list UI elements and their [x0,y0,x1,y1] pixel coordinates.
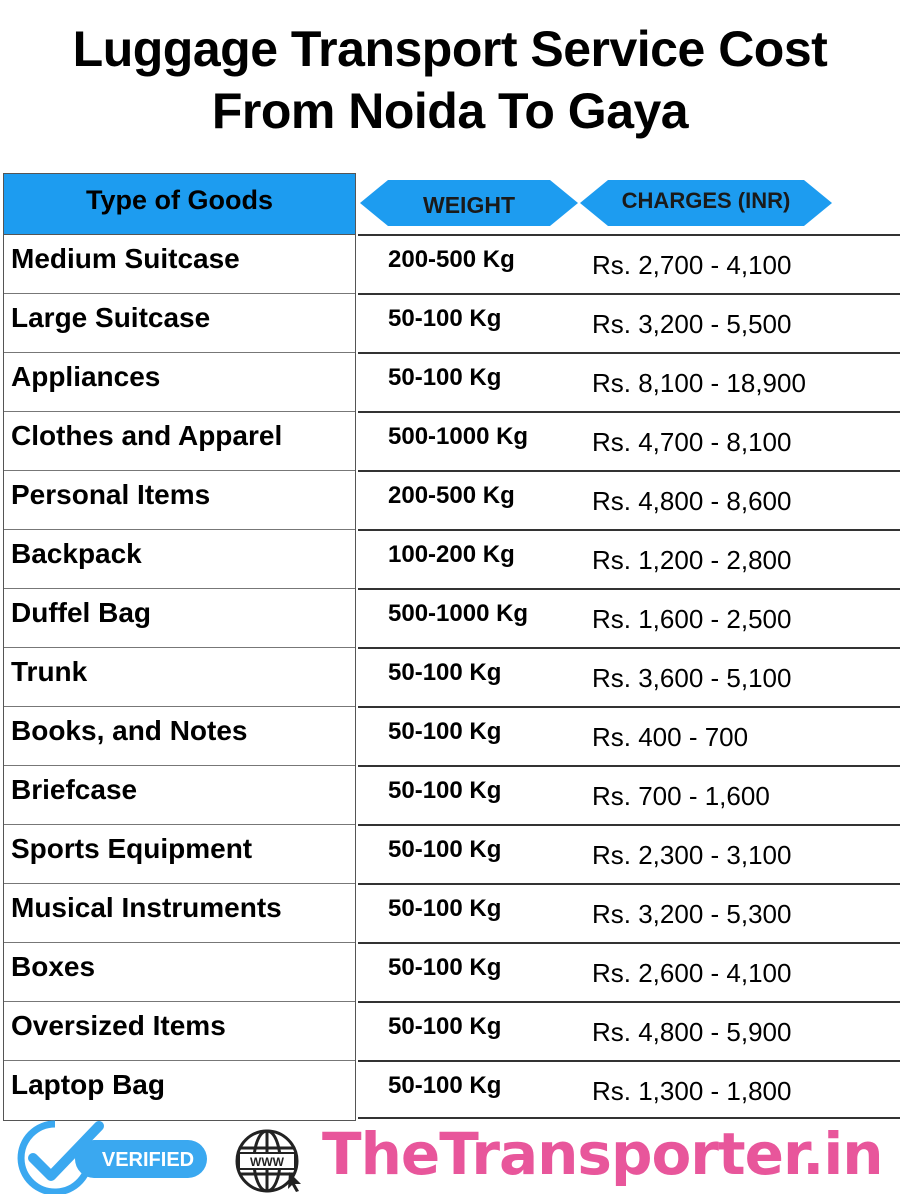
rate-row [358,1001,900,1060]
rate-row [358,529,900,588]
charges-cell: Rs. 1,600 - 2,500 [592,604,792,634]
goods-row: Trunk [4,648,355,707]
charges-cell: Rs. 1,200 - 2,800 [592,545,792,575]
weight-cell: 500-1000 Kg [388,600,529,627]
verified-badge [15,1118,210,1199]
goods-row: Backpack [4,530,355,589]
rate-row [358,352,900,411]
rate-row [358,470,900,529]
charges-cell: Rs. 700 - 1,600 [592,781,770,811]
charges-cell: Rs. 8,100 - 18,900 [592,368,806,398]
weight-cell: 50-100 Kg [388,718,502,745]
goods-row: Laptop Bag [11,1069,165,1100]
weight-cell: 500-1000 Kg [388,423,529,450]
verified-label: VERIFIED [101,1149,195,1171]
rate-row [358,883,900,942]
charges-cell: Rs. 2,700 - 4,100 [592,250,792,280]
rate-row [358,234,900,293]
weight-cell: 50-100 Kg [388,777,502,804]
weight-cell: 200-500 Kg [388,246,515,273]
rate-row [358,588,900,647]
goods-column-header: Type of Goods [4,174,355,235]
charges-header-label: CHARGES (INR) [621,188,791,213]
weight-cell: 50-100 Kg [388,305,502,332]
charges-cell: Rs. 4,800 - 5,900 [592,1017,792,1047]
rate-row [358,647,900,706]
charges-column-header [580,180,832,226]
goods-row: Boxes [4,943,355,1002]
charges-cell: Rs. 4,800 - 8,600 [592,486,792,516]
charges-cell: Rs. 3,200 - 5,500 [592,309,792,339]
rate-row [358,942,900,1001]
page-title [0,18,900,142]
charges-cell: Rs. 4,700 - 8,100 [592,427,792,457]
goods-row: Large Suitcase [4,294,355,353]
goods-row: Duffel Bag [4,589,355,648]
title-line-1: Luggage Transport Service Cost [72,21,828,77]
rates-table [358,234,900,1119]
charges-cell: Rs. 1,300 - 1,800 [592,1076,792,1106]
rate-row [358,824,900,883]
globe-www [233,1128,305,1199]
goods-row: Clothes and Apparel [4,412,355,471]
rate-row [358,765,900,824]
goods-table [3,173,356,1121]
weight-cell: 50-100 Kg [388,1013,502,1040]
weight-column-header [360,180,578,226]
title-line-2: From Noida To Gaya [211,83,689,139]
brand-name: TheTransporter.in [322,1120,883,1188]
goods-row: Medium Suitcase [4,235,355,294]
goods-row: Musical Instruments [4,884,355,943]
charges-cell: Rs. 2,300 - 3,100 [592,840,792,870]
rate-row [358,293,900,352]
rate-row [358,706,900,765]
charges-cell: Rs. 3,200 - 5,300 [592,899,792,929]
goods-row: Appliances [4,353,355,412]
charges-cell: Rs. 3,600 - 5,100 [592,663,792,693]
goods-row: Books, and Notes [4,707,355,766]
weight-cell: 50-100 Kg [388,895,502,922]
weight-cell: 50-100 Kg [388,659,502,686]
verified-badge-icon [15,1118,210,1194]
goods-row: Personal Items [4,471,355,530]
goods-column-body [4,235,355,1120]
rate-row [358,1060,900,1119]
charges-cell: Rs. 2,600 - 4,100 [592,958,792,988]
weight-cell: 50-100 Kg [388,954,502,981]
globe-www-icon [233,1128,305,1194]
globe-www-label: WWW [250,1155,284,1169]
weight-header-label: WEIGHT [423,191,515,218]
goods-row: Oversized Items [4,1002,355,1061]
weight-cell: 50-100 Kg [388,836,502,863]
rate-row [358,411,900,470]
weight-cell: 100-200 Kg [388,541,515,568]
goods-row: Sports Equipment [4,825,355,884]
charges-cell: Rs. 400 - 700 [592,722,749,752]
weight-cell: 50-100 Kg [388,1072,502,1099]
goods-row: Briefcase [4,766,355,825]
weight-cell: 200-500 Kg [388,482,515,509]
weight-cell: 50-100 Kg [388,364,502,391]
